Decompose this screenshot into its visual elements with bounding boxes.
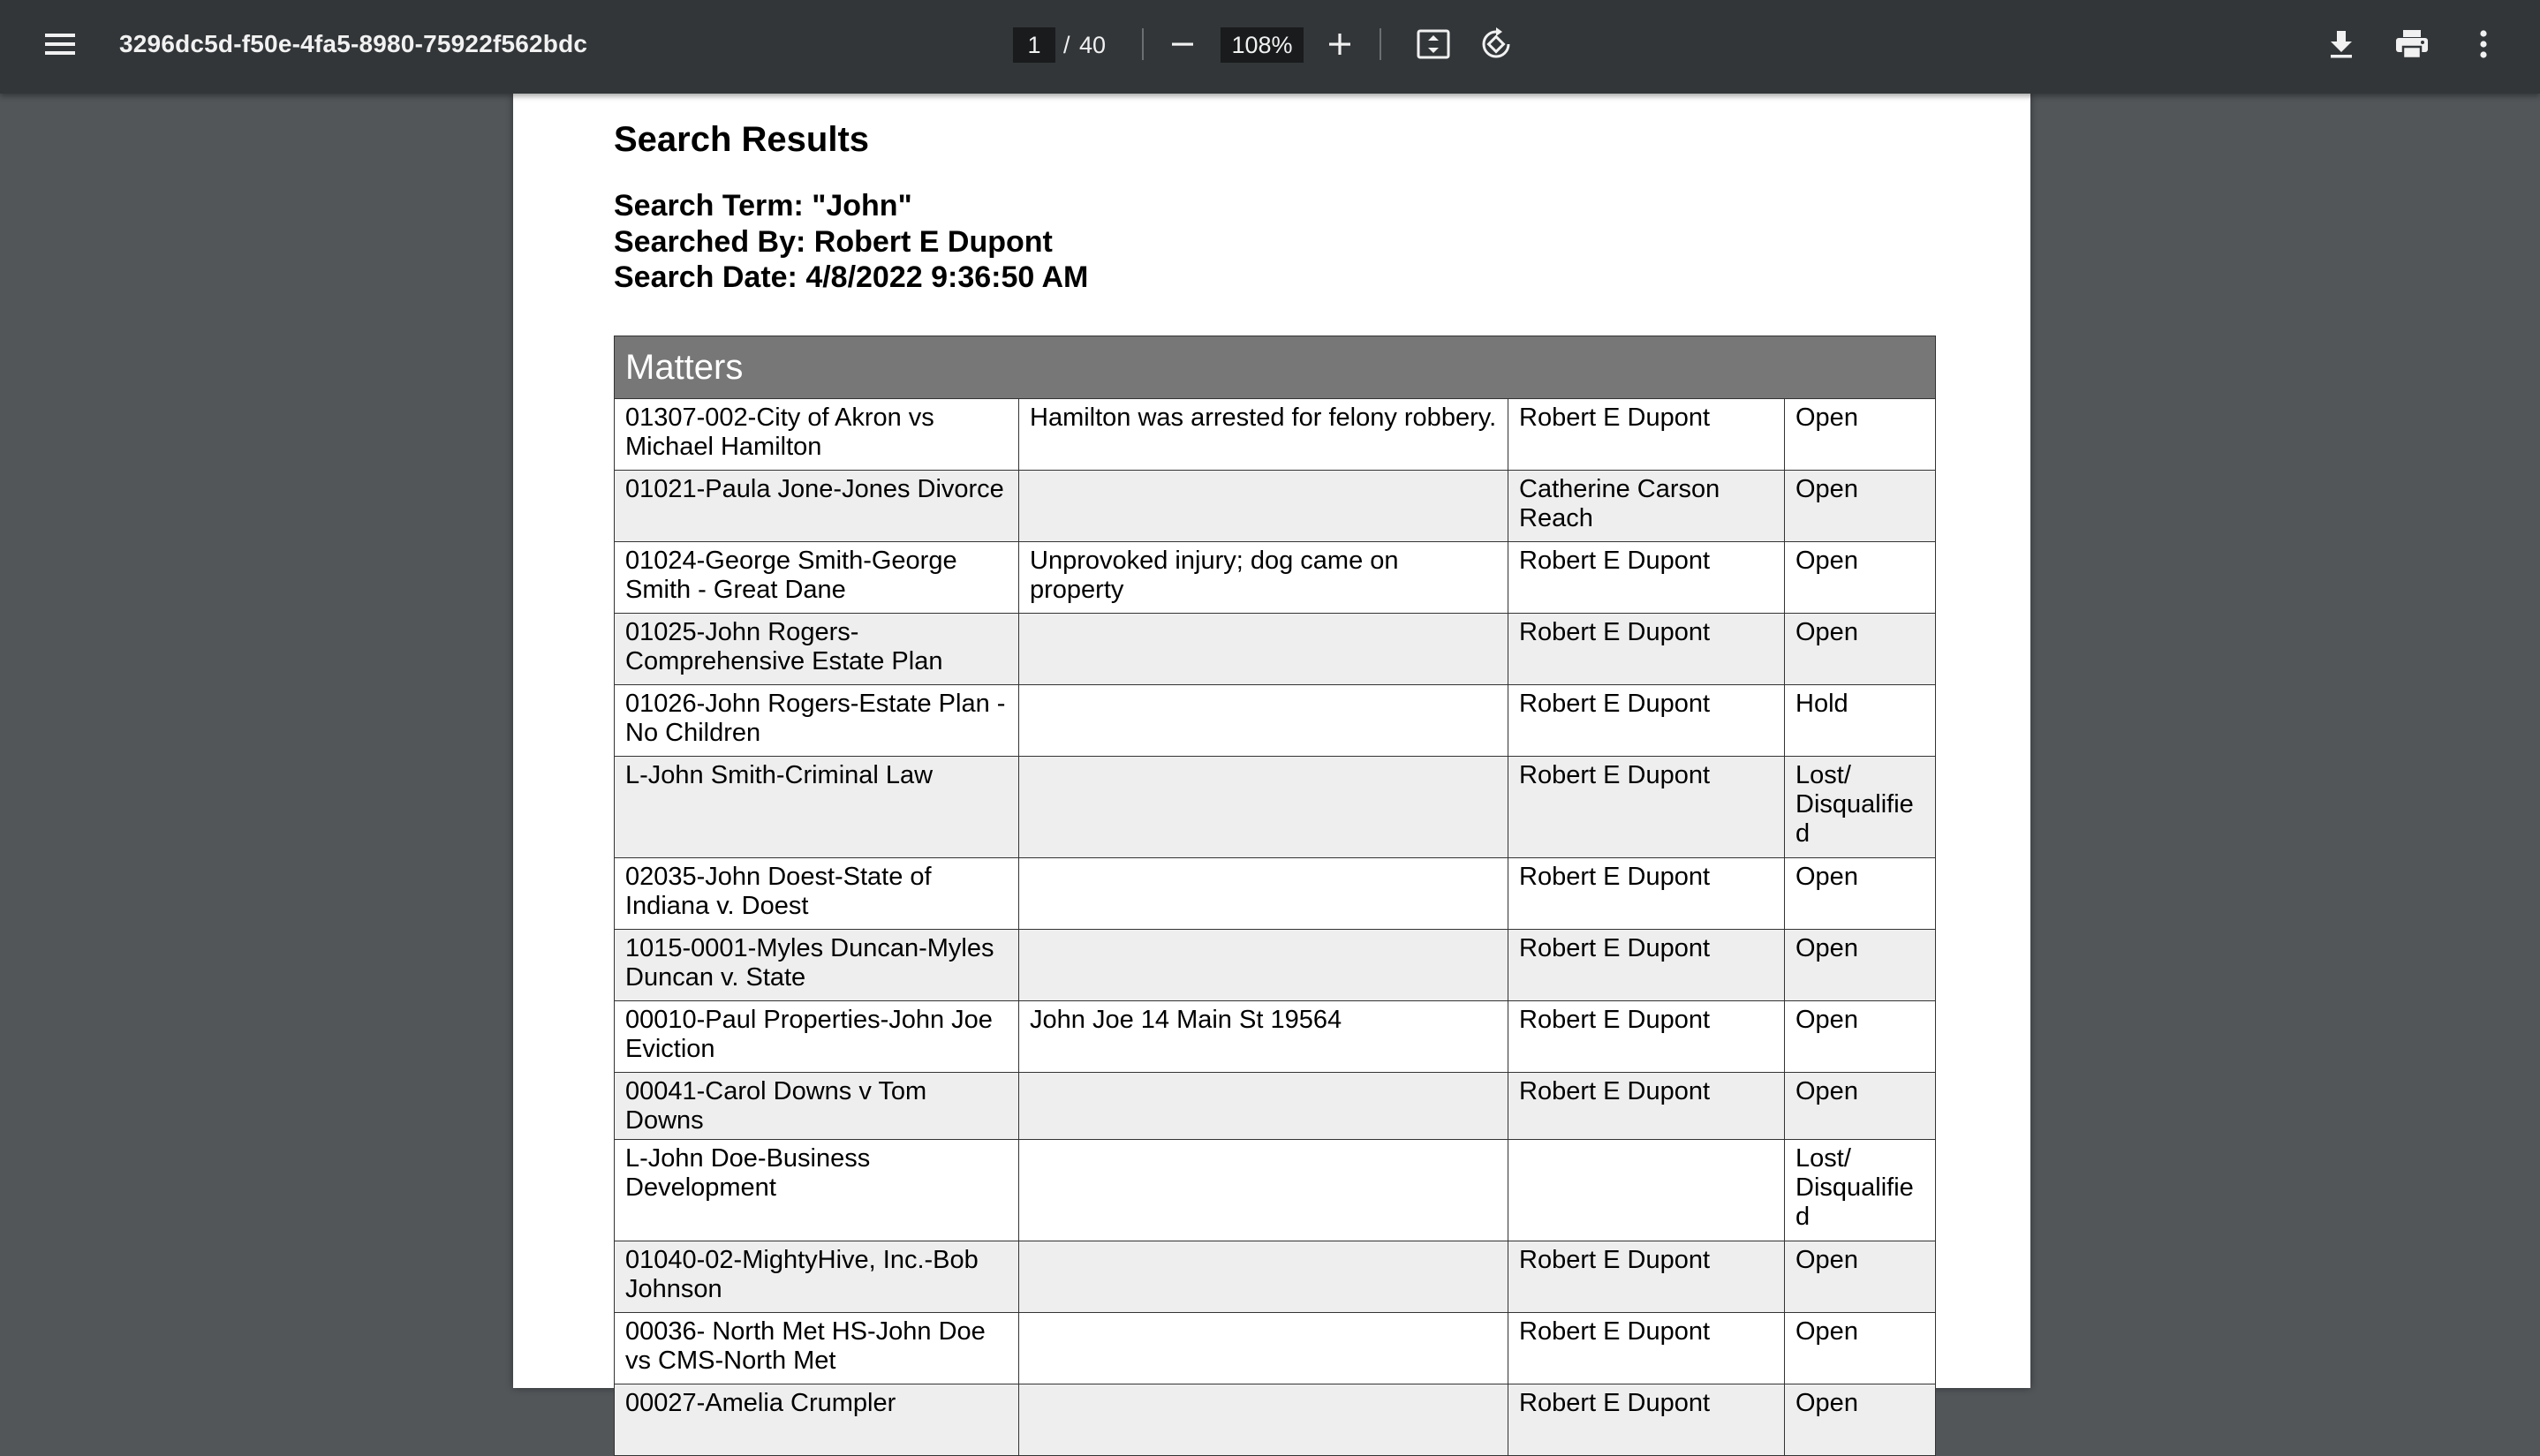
matter-cell: 01025-John Rogers-Comprehensive Estate Plan [615,614,1019,685]
attorney-cell: Robert E Dupont [1508,1384,1785,1456]
attorney-cell: Robert E Dupont [1508,1001,1785,1073]
page-separator: / [1063,32,1070,58]
matter-cell: 00036- North Met HS-John Doe vs CMS-North Met [615,1313,1019,1384]
description-cell [1019,1384,1508,1456]
rotate-icon[interactable] [1464,12,1528,76]
matter-cell: 1015-0001-Myles Duncan-Myles Duncan v. State [615,930,1019,1001]
matters-table-body [615,399,1936,1456]
description-cell: Hamilton was arrested for felony robbery. [1019,399,1508,471]
status-cell: Open [1785,399,1936,471]
table-row [615,1313,1936,1384]
status-cell: Open [1785,1313,1936,1384]
matter-cell: 01024-George Smith-George Smith - Great Dane [615,542,1019,614]
matter-cell: L-John Doe-Business Development [615,1140,1019,1241]
table-row [615,930,1936,1001]
searched-by: Searched By: Robert E Dupont [614,225,1053,259]
status-cell: Open [1785,1001,1936,1073]
table-row [615,1073,1936,1140]
table-row [615,1001,1936,1073]
description-cell: John Joe 14 Main St 19564 [1019,1001,1508,1073]
pdf-toolbar [0,0,2540,94]
description-cell [1019,1313,1508,1384]
table-row [615,471,1936,542]
description-cell [1019,858,1508,930]
status-cell: Open [1785,1384,1936,1456]
table-row [615,1384,1936,1456]
status-cell: Open [1785,614,1936,685]
document-title: 3296dc5d-f50e-4fa5-8980-75922f562bdc [119,30,588,57]
status-cell: Open [1785,1073,1936,1140]
search-date: Search Date: 4/8/2022 9:36:50 AM [614,260,1089,294]
description-cell [1019,1241,1508,1313]
matter-cell: 00027-Amelia Crumpler [615,1384,1019,1456]
table-row [615,542,1936,614]
description-cell [1019,1073,1508,1140]
matter-cell: 00041-Carol Downs v Tom Downs [615,1073,1019,1140]
table-row [615,399,1936,471]
page-number-input[interactable]: 1 [1013,27,1055,63]
status-cell: Open [1785,471,1936,542]
attorney-cell [1508,1140,1785,1241]
description-cell [1019,614,1508,685]
table-row [615,685,1936,757]
toolbar-divider [1380,28,1381,60]
attorney-cell: Robert E Dupont [1508,858,1785,930]
more-vertical-icon[interactable] [2452,12,2515,76]
zoom-level-input[interactable]: 108% [1221,27,1304,63]
matter-cell: 01026-John Rogers-Estate Plan - No Children [615,685,1019,757]
attorney-cell: Robert E Dupont [1508,1073,1785,1140]
matters-table-title: Matters [615,336,1936,399]
attorney-cell: Robert E Dupont [1508,685,1785,757]
attorney-cell: Robert E Dupont [1508,757,1785,858]
pdf-page [513,94,2030,1417]
status-cell: Open [1785,1241,1936,1313]
download-icon[interactable] [2309,12,2373,76]
status-cell: Open [1785,858,1936,930]
matter-cell: 01021-Paula Jone-Jones Divorce [615,471,1019,542]
plus-icon[interactable] [1308,12,1372,76]
status-cell: Lost/ Disqualified [1785,1140,1936,1241]
matter-cell: 02035-John Doest-State of Indiana v. Doest [615,858,1019,930]
attorney-cell: Robert E Dupont [1508,614,1785,685]
table-row [615,858,1936,930]
page-heading: Search Results [614,120,870,159]
toolbar-divider [1142,28,1144,60]
matter-cell: 01307-002-City of Akron vs Michael Hamilton [615,399,1019,471]
attorney-cell: Robert E Dupont [1508,930,1785,1001]
attorney-cell: Robert E Dupont [1508,399,1785,471]
minus-icon[interactable] [1151,12,1214,76]
search-term: Search Term: "John" [614,189,912,223]
description-cell [1019,471,1508,542]
table-row [615,1241,1936,1313]
status-cell: Open [1785,930,1936,1001]
status-cell: Lost/ Disqualified [1785,757,1936,858]
description-cell [1019,1140,1508,1241]
attorney-cell: Robert E Dupont [1508,1241,1785,1313]
fit-to-page-icon[interactable] [1402,12,1465,76]
attorney-cell: Catherine Carson Reach [1508,471,1785,542]
table-row [615,614,1936,685]
attorney-cell: Robert E Dupont [1508,542,1785,614]
status-cell: Open [1785,542,1936,614]
description-cell [1019,930,1508,1001]
page-total: 40 [1079,32,1107,58]
table-row [615,757,1936,858]
matter-cell: 01040-02-MightyHive, Inc.-Bob Johnson [615,1241,1019,1313]
status-cell: Hold [1785,685,1936,757]
menu-icon[interactable] [28,12,92,76]
description-cell [1019,757,1508,858]
attorney-cell: Robert E Dupont [1508,1313,1785,1384]
table-row [615,1140,1936,1241]
description-cell [1019,685,1508,757]
matters-table [614,336,1936,1456]
print-icon[interactable] [2380,12,2444,76]
matter-cell: L-John Smith-Criminal Law [615,757,1019,858]
description-cell: Unprovoked injury; dog came on property [1019,542,1508,614]
matter-cell: 00010-Paul Properties-John Joe Eviction [615,1001,1019,1073]
